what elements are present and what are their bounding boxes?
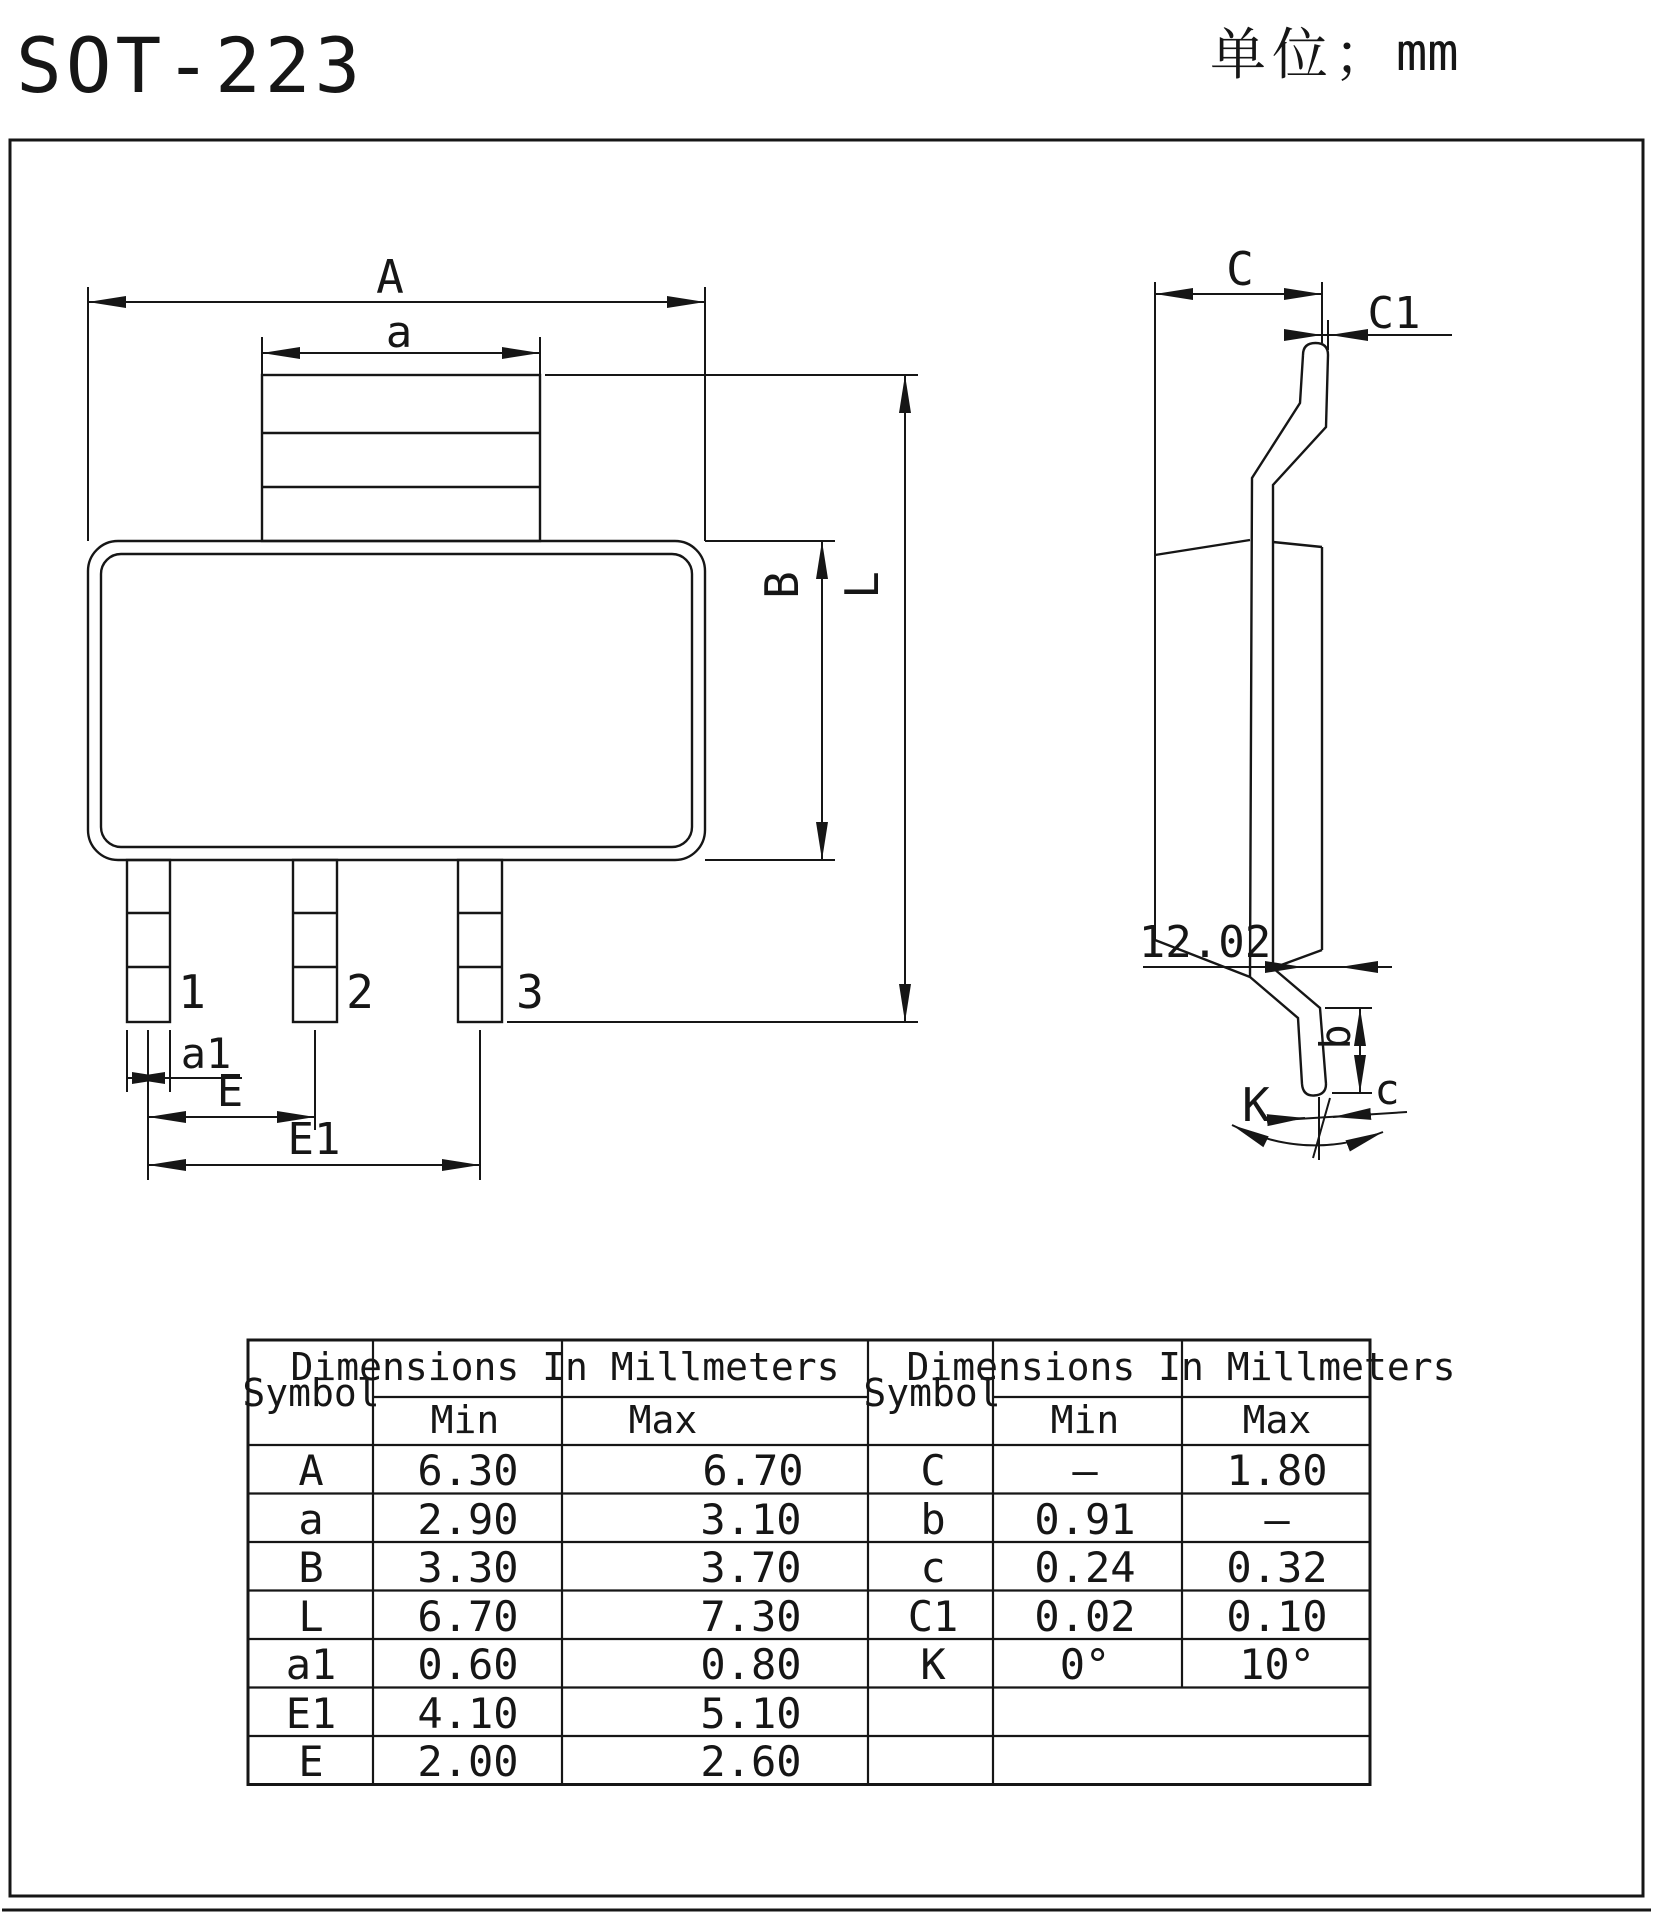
pin-label-2: 2 bbox=[346, 965, 374, 1019]
left-dim-header: Dimensions In Millmeters bbox=[290, 1345, 840, 1389]
side-view bbox=[1139, 242, 1452, 1160]
right-symbol-header: Symbol bbox=[863, 1371, 1001, 1415]
cell-min: 4.10 bbox=[417, 1689, 519, 1738]
tab-outline bbox=[262, 375, 540, 541]
dimension-table bbox=[242, 1340, 1455, 1786]
cell-max: 10° bbox=[1239, 1640, 1315, 1689]
left-max-header: Max bbox=[628, 1398, 698, 1442]
cell-min: 6.70 bbox=[417, 1592, 519, 1641]
cell-sym: A bbox=[298, 1446, 324, 1495]
cell-min: 0.91 bbox=[1034, 1495, 1136, 1544]
unit-label-cn: 单位； bbox=[1210, 23, 1396, 88]
cell-min: – bbox=[1072, 1446, 1098, 1495]
table-row bbox=[286, 1689, 802, 1738]
pin-label-3: 3 bbox=[516, 965, 544, 1019]
cell-sym: K bbox=[920, 1640, 946, 1689]
pin-label-1: 1 bbox=[178, 965, 206, 1019]
dim-label-a: a bbox=[385, 307, 413, 358]
cell-max: – bbox=[1264, 1495, 1290, 1544]
body-outline bbox=[88, 541, 705, 860]
cell-sym: E1 bbox=[285, 1689, 337, 1738]
dim-label-B: B bbox=[755, 571, 809, 599]
cell-min: 0.02 bbox=[1034, 1592, 1136, 1641]
dim-label-1202: 12.02 bbox=[1138, 917, 1272, 968]
cell-min: 2.00 bbox=[417, 1737, 519, 1786]
right-min-header: Min bbox=[1050, 1398, 1120, 1442]
cell-sym: B bbox=[298, 1543, 324, 1592]
table-row bbox=[286, 1640, 802, 1689]
dim-label-E1: E1 bbox=[287, 1114, 341, 1165]
dim-label-A: A bbox=[376, 250, 404, 304]
cell-sym: C1 bbox=[907, 1592, 959, 1641]
cell-max: 2.60 bbox=[700, 1737, 802, 1786]
dim-label-E: E bbox=[216, 1066, 244, 1117]
cell-max: 0.10 bbox=[1226, 1592, 1328, 1641]
top-view bbox=[88, 250, 918, 1180]
cell-max: 1.80 bbox=[1226, 1446, 1328, 1495]
table-row bbox=[908, 1592, 1328, 1641]
left-min-header: Min bbox=[430, 1398, 500, 1442]
cell-min: 0.24 bbox=[1034, 1543, 1136, 1592]
table-row bbox=[920, 1543, 1327, 1592]
dim-label-K: K bbox=[1242, 1078, 1270, 1132]
dim-label-b: b bbox=[1311, 1024, 1360, 1050]
cell-min: 0° bbox=[1059, 1640, 1111, 1689]
dim-label-C: C bbox=[1226, 242, 1254, 296]
right-max-header: Max bbox=[1242, 1398, 1312, 1442]
cell-max: 3.70 bbox=[700, 1543, 802, 1592]
dim-label-a1: a1 bbox=[180, 1029, 232, 1078]
table-row bbox=[920, 1495, 1290, 1544]
cell-max: 3.10 bbox=[700, 1495, 802, 1544]
cell-min: 2.90 bbox=[417, 1495, 519, 1544]
cell-sym: E bbox=[298, 1737, 324, 1786]
cell-min: 6.30 bbox=[417, 1446, 519, 1495]
cell-min: 0.60 bbox=[417, 1640, 519, 1689]
cell-max: 5.10 bbox=[700, 1689, 802, 1738]
right-dim-header: Dimensions In Millmeters bbox=[906, 1345, 1456, 1389]
cell-sym: b bbox=[920, 1495, 946, 1544]
left-symbol-header: Symbol bbox=[242, 1371, 380, 1415]
table-row bbox=[920, 1446, 1327, 1495]
table-row bbox=[298, 1446, 803, 1495]
cell-sym: c bbox=[920, 1543, 946, 1592]
page-title: SOT-223 bbox=[16, 21, 365, 110]
cell-max: 7.30 bbox=[700, 1592, 802, 1641]
unit-label-mm: mm bbox=[1396, 23, 1459, 83]
cell-sym: C bbox=[920, 1446, 946, 1495]
cell-sym: a1 bbox=[285, 1640, 337, 1689]
cell-sym: a bbox=[298, 1495, 324, 1544]
cell-max: 0.32 bbox=[1226, 1543, 1328, 1592]
cell-max: 6.70 bbox=[702, 1446, 804, 1495]
dim-label-L: L bbox=[835, 571, 889, 599]
dim-label-c: c bbox=[1374, 1065, 1400, 1114]
cell-min: 3.30 bbox=[417, 1543, 519, 1592]
cell-sym: L bbox=[298, 1592, 324, 1641]
cell-max: 0.80 bbox=[700, 1640, 802, 1689]
body-inner-outline bbox=[101, 554, 692, 847]
dim-label-C1: C1 bbox=[1367, 288, 1421, 339]
table-row bbox=[920, 1640, 1315, 1689]
